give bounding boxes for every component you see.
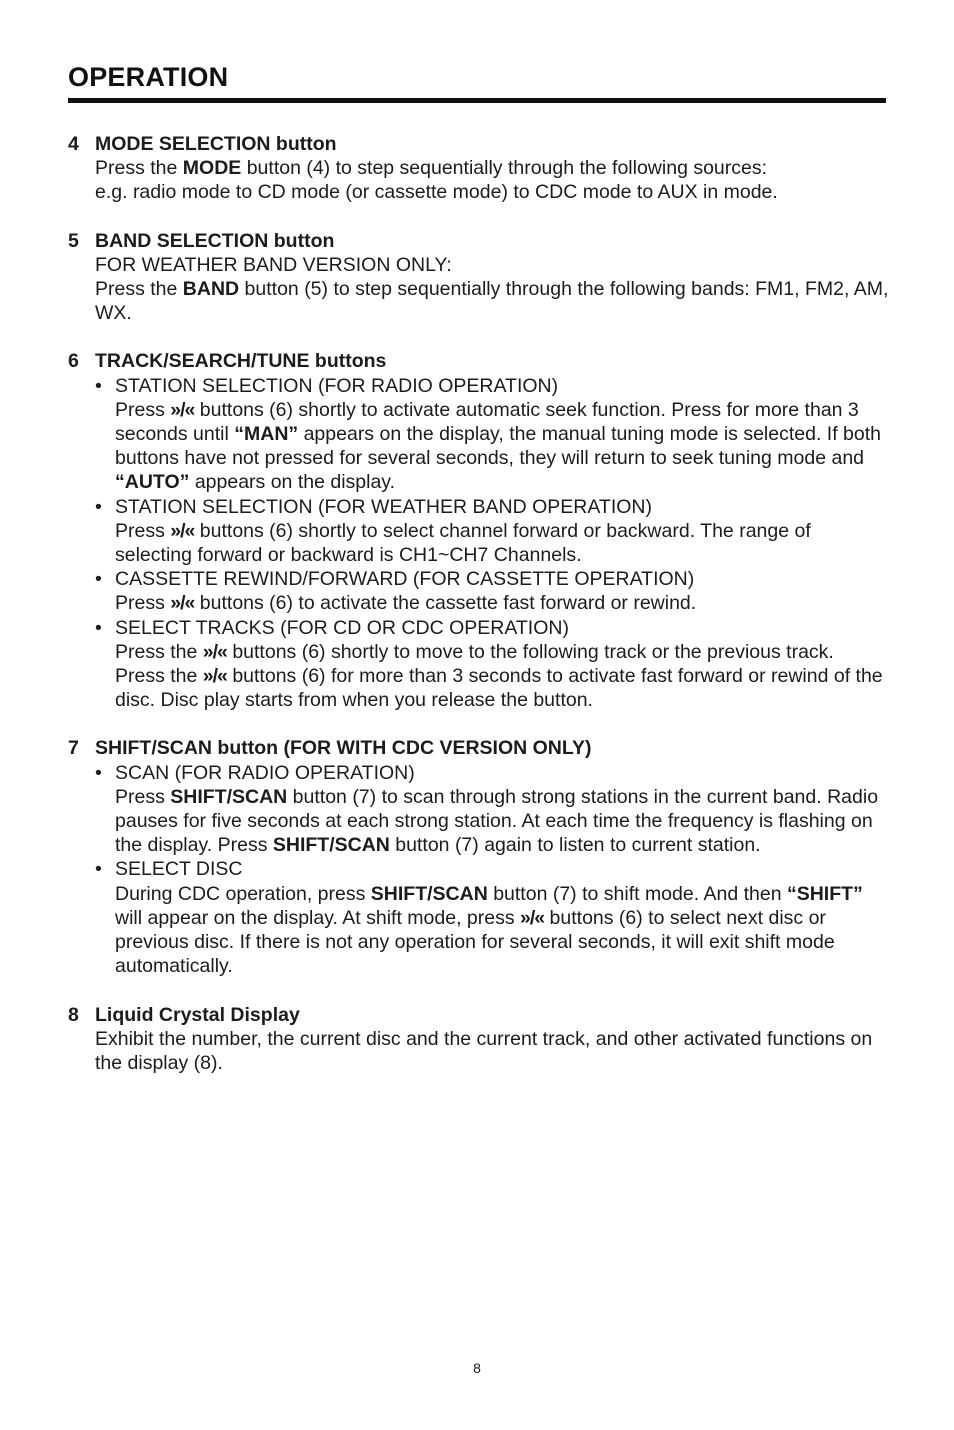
bullet-text: [115, 567, 890, 615]
section-title: MODE SELECTION button: [95, 133, 337, 155]
text: will appear on the display. At shift mode, press: [115, 906, 521, 929]
section-band-selection: [68, 229, 890, 326]
text: Press: [115, 519, 171, 542]
bullet-text: [115, 857, 890, 978]
bullet-heading: STATION SELECTION (FOR RADIO OPERATION): [115, 374, 559, 397]
paragraph: Exhibit the number, the current disc and the current track, and other activated functions on the display (8).: [95, 1027, 873, 1074]
seek-arrows-icon: »/«: [170, 592, 195, 615]
section-number: 6: [68, 350, 79, 373]
paragraph: e.g. radio mode to CD mode (or cassette mode) to CDC mode to AUX in mode.: [95, 181, 778, 204]
text: buttons (6) shortly to move to the following track or the previous track.: [226, 640, 834, 663]
paragraph: [115, 882, 890, 979]
text: Press the: [95, 278, 183, 301]
bullet-heading: SELECT DISC: [115, 858, 243, 881]
text: buttons (6) for more than 3 seconds to activate fast forward or rewind of the disc. Disc play starts from when you release the button.: [115, 665, 883, 712]
bullet-icon: •: [95, 858, 102, 881]
section-title: BAND SELECTION button: [95, 229, 335, 252]
seek-arrows-icon: »/«: [520, 906, 545, 929]
text: appears on the display.: [189, 471, 396, 494]
text: Press: [115, 592, 171, 615]
text: Press the: [115, 640, 203, 663]
bullet-text: [115, 616, 890, 713]
bullet-item: [95, 567, 890, 615]
bullet-heading: SCAN (FOR RADIO OPERATION): [115, 761, 415, 784]
seek-arrows-icon: »/«: [202, 665, 227, 688]
bullet-heading: STATION SELECTION (FOR WEATHER BAND OPERATION): [115, 495, 653, 518]
text: button (7) to shift mode. And then: [487, 882, 787, 905]
paragraph: [95, 277, 890, 325]
text: button (5) to step sequentially through the following bands: FM1, FM2, AM, WX.: [95, 278, 889, 325]
text: buttons (6) to select next disc or previous disc. If there is not any operation for several seconds, it will exit shift mode automatically.: [115, 906, 835, 978]
paragraph: [115, 519, 890, 567]
section-number: 5: [68, 229, 79, 252]
bullet-text: [115, 374, 890, 495]
bullet-item: [95, 857, 890, 978]
text: Press the: [95, 157, 183, 180]
bold-text: SHIFT/SCAN: [370, 882, 488, 905]
bullet-item: [95, 761, 890, 858]
bullet-icon: •: [95, 568, 102, 591]
bold-text: “AUTO”: [115, 471, 190, 494]
text: buttons (6) shortly to activate automatic seek function. Press for more than 3 seconds until: [115, 398, 859, 446]
text: Press the: [115, 665, 203, 688]
section-body: [95, 156, 890, 204]
section-title: SHIFT/SCAN button (FOR WITH CDC VERSION ONLY): [95, 737, 592, 760]
text: buttons (6) shortly to select channel forward or backward. The range of selecting forward or backward is CH1~CH7 Channels.: [115, 519, 811, 567]
bullet-item: [95, 374, 890, 495]
bullet-heading: SELECT TRACKS (FOR CD OR CDC OPERATION): [115, 616, 569, 639]
section-number: 7: [68, 737, 79, 760]
paragraph: [95, 156, 890, 180]
bullet-icon: •: [95, 761, 102, 784]
section-heading: [68, 132, 890, 156]
paragraph: [115, 640, 890, 664]
text: Press: [115, 785, 171, 808]
bold-text: MODE: [182, 157, 242, 180]
section-body: [95, 253, 890, 326]
seek-arrows-icon: »/«: [202, 640, 227, 663]
text: button (4) to step sequentially through the following sources:: [241, 157, 768, 180]
text: button (7) to scan through strong stations in the current band. Radio pauses for five seconds at each strong station. At each time the frequency is flashing on the display. Press: [115, 785, 879, 857]
section-track-search-tune: [68, 349, 890, 712]
section-title: Liquid Crystal Display: [95, 1003, 300, 1026]
title-rule: [68, 98, 886, 103]
text: Press: [115, 398, 171, 421]
bullet-text: [115, 761, 890, 858]
paragraph: [115, 664, 890, 712]
page-number: 8: [473, 1360, 481, 1376]
text: During CDC operation, press: [115, 882, 371, 905]
bold-text: “SHIFT”: [786, 882, 863, 905]
bullet-item: [95, 616, 890, 713]
section-number: 8: [68, 1003, 79, 1026]
bullet-text: [115, 495, 890, 568]
page-title: OPERATION: [68, 62, 229, 92]
section-heading: [68, 229, 890, 253]
text: buttons (6) to activate the cassette fast forward or rewind.: [194, 592, 697, 615]
bold-text: BAND: [182, 278, 240, 301]
section-body: [95, 761, 890, 979]
section-body: [95, 1027, 890, 1075]
bullet-item: [95, 495, 890, 568]
section-title: TRACK/SEARCH/TUNE buttons: [95, 350, 387, 373]
section-shift-scan: [68, 736, 890, 978]
section-mode-selection: [68, 132, 890, 205]
paragraph: [115, 398, 890, 495]
bullet-icon: •: [95, 495, 102, 518]
bullet-heading: CASSETTE REWIND/FORWARD (FOR CASSETTE OPERATION): [115, 568, 695, 591]
seek-arrows-icon: »/«: [170, 398, 195, 421]
paragraph: [115, 591, 890, 615]
paragraph: [115, 785, 890, 858]
text: appears on the display, the manual tuning mode is selected. If both buttons have not pressed for several seconds, they will return to seek tuning mode and: [115, 423, 882, 470]
section-heading: [68, 736, 890, 760]
seek-arrows-icon: »/«: [170, 519, 195, 542]
bold-text: “MAN”: [234, 423, 299, 446]
bold-text: SHIFT/SCAN: [272, 834, 390, 857]
paragraph: FOR WEATHER BAND VERSION ONLY:: [95, 253, 452, 276]
bullet-icon: •: [95, 374, 102, 397]
bold-text: SHIFT/SCAN: [170, 785, 288, 808]
section-number: 4: [68, 133, 79, 155]
section-heading: [68, 349, 890, 373]
section-lcd: [68, 1003, 890, 1076]
bullet-icon: •: [95, 616, 102, 639]
text: button (7) again to listen to current station.: [389, 834, 761, 857]
section-heading: [68, 1003, 890, 1027]
section-body: [95, 374, 890, 713]
page-content: [68, 132, 890, 1099]
